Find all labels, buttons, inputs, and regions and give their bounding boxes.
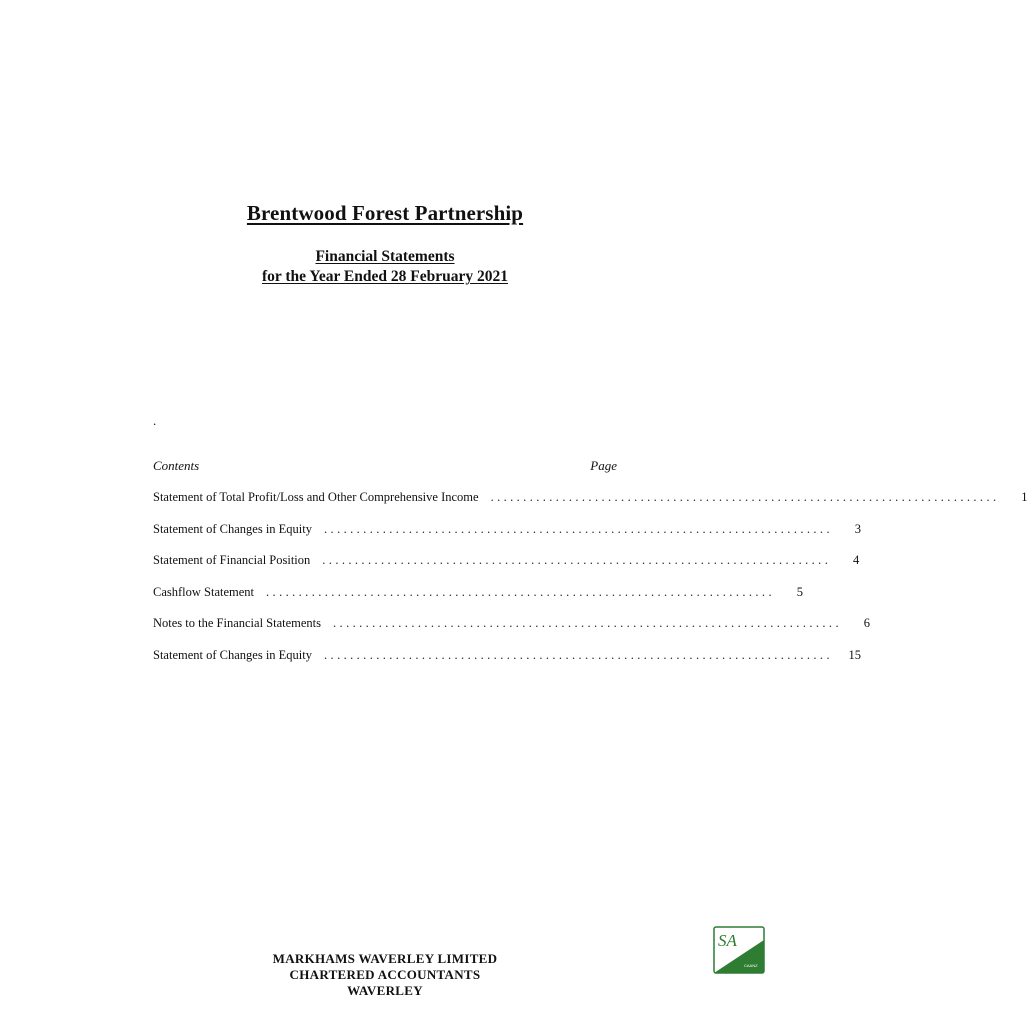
contents-entry-page: 5 [796,584,803,599]
document-subtitle-line1: Financial Statements [315,248,455,265]
leader-dots: .............................................................................. [322,553,832,568]
document-title: Brentwood Forest Partnership [246,201,524,225]
contents-entry-label: Notes to the Financial Statements [153,616,322,631]
contents-entry [153,490,1028,522]
contents-heading: Contents [153,458,200,473]
firm-logo-icon [713,926,765,974]
leader-dots: .............................................................................. [490,490,1000,504]
leader-dots: .............................................................................. [266,584,775,599]
contents-entry-label: Statement of Changes in Equity [153,647,313,662]
contents-entry-page: 3 [854,521,861,536]
contents-entry-label: Statement of Total Profit/Loss and Other Comprehensive Income [153,490,479,504]
contents-entry-page: 6 [863,616,870,631]
firm-name: MARKHAMS WAVERLEY LIMITED [272,951,498,966]
contents-entry [153,616,870,648]
contents-table [153,458,1028,680]
contents-entry-page: 15 [848,647,861,662]
contents-entry [153,521,861,554]
contents-entry-label: Cashflow Statement [153,584,255,599]
contents-entry-page: 1 [1021,490,1028,504]
contents-entry-label: Statement of Financial Position [153,553,311,568]
page-heading: Page [590,458,617,473]
firm-location: WAVERLEY [347,983,423,998]
firm-footer [0,951,770,999]
contents-entry [153,584,803,617]
logo-letters: SA [718,931,737,950]
leader-dots: .............................................................................. [324,647,833,662]
logo-small-text: CAANZ [744,963,758,968]
contents-entry [153,553,860,585]
firm-designation: CHARTERED ACCOUNTANTS [289,967,481,982]
contents-entry-label: Statement of Changes in Equity [153,521,313,536]
contents-entry [153,647,861,680]
document-subtitle-line2: for the Year Ended 28 February 2021 [262,268,508,285]
leader-dots: .............................................................................. [333,616,842,631]
contents-header [153,458,617,490]
leader-dots: .............................................................................. [324,521,833,536]
stray-mark: . [153,413,157,428]
contents-entry-page: 4 [852,553,860,568]
